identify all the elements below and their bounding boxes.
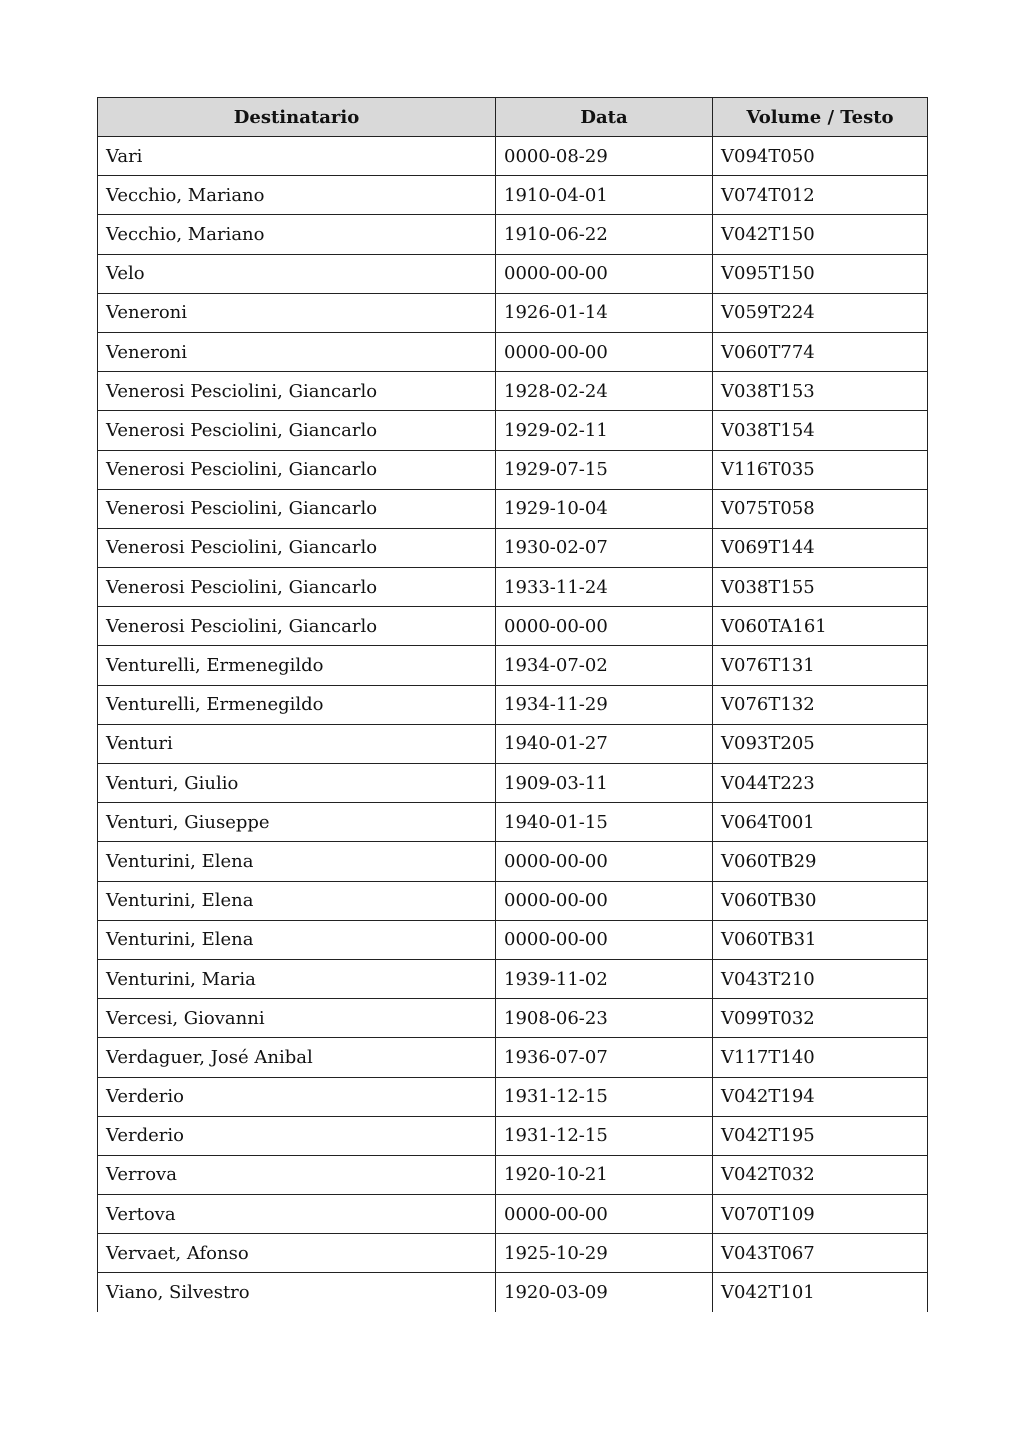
- cell-volume: V060T774: [713, 332, 928, 371]
- cell-volume: V116T035: [713, 450, 928, 489]
- cell-date: 1931-12-15: [496, 1077, 713, 1116]
- table-row: [98, 372, 928, 411]
- cell-recipient: Verdaguer, José Anibal: [98, 1038, 496, 1077]
- cell-recipient: Vecchio, Mariano: [98, 215, 496, 254]
- cell-volume: V043T067: [713, 1234, 928, 1273]
- cell-date: 0000-00-00: [496, 881, 713, 920]
- cell-volume: V042T101: [713, 1273, 928, 1312]
- letters-table: [97, 97, 928, 1312]
- cell-recipient: Veneroni: [98, 332, 496, 371]
- cell-recipient: Vari: [98, 137, 496, 176]
- cell-date: 0000-00-00: [496, 607, 713, 646]
- table-row: [98, 1155, 928, 1194]
- cell-volume: V060TB30: [713, 881, 928, 920]
- table-row: [98, 1195, 928, 1234]
- cell-date: 0000-00-00: [496, 1195, 713, 1234]
- table-row: [98, 215, 928, 254]
- cell-volume: V070T109: [713, 1195, 928, 1234]
- cell-recipient: Venturini, Elena: [98, 881, 496, 920]
- cell-volume: V042T150: [713, 215, 928, 254]
- cell-recipient: Venturini, Elena: [98, 842, 496, 881]
- cell-date: 1925-10-29: [496, 1234, 713, 1273]
- cell-volume: V038T153: [713, 372, 928, 411]
- cell-date: 1940-01-27: [496, 724, 713, 763]
- cell-volume: V044T223: [713, 764, 928, 803]
- table-row: [98, 1077, 928, 1116]
- table-row: [98, 176, 928, 215]
- table-row: [98, 959, 928, 998]
- cell-volume: V117T140: [713, 1038, 928, 1077]
- cell-volume: V095T150: [713, 254, 928, 293]
- cell-date: 0000-00-00: [496, 842, 713, 881]
- cell-recipient: Venturi, Giulio: [98, 764, 496, 803]
- cell-recipient: Venerosi Pesciolini, Giancarlo: [98, 411, 496, 450]
- cell-volume: V060TB29: [713, 842, 928, 881]
- table-row: [98, 724, 928, 763]
- cell-volume: V076T131: [713, 646, 928, 685]
- cell-recipient: Verderio: [98, 1116, 496, 1155]
- document-page: [97, 97, 927, 1312]
- cell-volume: V074T012: [713, 176, 928, 215]
- table-row: [98, 1273, 928, 1312]
- cell-date: 0000-00-00: [496, 920, 713, 959]
- cell-recipient: Venturini, Elena: [98, 920, 496, 959]
- cell-volume: V042T032: [713, 1155, 928, 1194]
- cell-volume: V042T194: [713, 1077, 928, 1116]
- header-date: Data: [496, 98, 713, 137]
- cell-volume: V060TA161: [713, 607, 928, 646]
- header-row: [98, 98, 928, 137]
- table-row: [98, 881, 928, 920]
- table-row: [98, 489, 928, 528]
- table-row: [98, 803, 928, 842]
- cell-recipient: Venerosi Pesciolini, Giancarlo: [98, 489, 496, 528]
- table-row: [98, 450, 928, 489]
- cell-date: 0000-00-00: [496, 332, 713, 371]
- cell-volume: V043T210: [713, 959, 928, 998]
- cell-date: 1909-03-11: [496, 764, 713, 803]
- cell-recipient: Vervaet, Afonso: [98, 1234, 496, 1273]
- table-row: [98, 1234, 928, 1273]
- cell-date: 1920-03-09: [496, 1273, 713, 1312]
- cell-date: 1928-02-24: [496, 372, 713, 411]
- table-row: [98, 646, 928, 685]
- cell-date: 1934-07-02: [496, 646, 713, 685]
- table-row: [98, 920, 928, 959]
- cell-volume: V038T155: [713, 568, 928, 607]
- cell-recipient: Venturelli, Ermenegildo: [98, 685, 496, 724]
- cell-recipient: Venerosi Pesciolini, Giancarlo: [98, 607, 496, 646]
- cell-recipient: Veneroni: [98, 293, 496, 332]
- cell-date: 1929-10-04: [496, 489, 713, 528]
- cell-date: 1908-06-23: [496, 999, 713, 1038]
- cell-recipient: Venerosi Pesciolini, Giancarlo: [98, 372, 496, 411]
- cell-recipient: Venturi: [98, 724, 496, 763]
- cell-recipient: Venerosi Pesciolini, Giancarlo: [98, 528, 496, 567]
- cell-date: 1939-11-02: [496, 959, 713, 998]
- cell-recipient: Verderio: [98, 1077, 496, 1116]
- cell-recipient: Viano, Silvestro: [98, 1273, 496, 1312]
- cell-recipient: Venerosi Pesciolini, Giancarlo: [98, 568, 496, 607]
- cell-volume: V060TB31: [713, 920, 928, 959]
- cell-date: 1930-02-07: [496, 528, 713, 567]
- table-row: [98, 764, 928, 803]
- cell-recipient: Vertova: [98, 1195, 496, 1234]
- cell-volume: V042T195: [713, 1116, 928, 1155]
- table-row: [98, 254, 928, 293]
- cell-volume: V094T050: [713, 137, 928, 176]
- cell-volume: V075T058: [713, 489, 928, 528]
- cell-date: 1934-11-29: [496, 685, 713, 724]
- cell-date: 1940-01-15: [496, 803, 713, 842]
- cell-date: 1929-07-15: [496, 450, 713, 489]
- table-row: [98, 332, 928, 371]
- cell-recipient: Velo: [98, 254, 496, 293]
- cell-date: 1910-04-01: [496, 176, 713, 215]
- cell-date: 1910-06-22: [496, 215, 713, 254]
- table-row: [98, 411, 928, 450]
- cell-date: 1931-12-15: [496, 1116, 713, 1155]
- table-body: [98, 137, 928, 1313]
- table-row: [98, 528, 928, 567]
- table-row: [98, 568, 928, 607]
- table-row: [98, 999, 928, 1038]
- cell-volume: V038T154: [713, 411, 928, 450]
- cell-recipient: Vercesi, Giovanni: [98, 999, 496, 1038]
- table-header: [98, 98, 928, 137]
- cell-volume: V059T224: [713, 293, 928, 332]
- table-row: [98, 1116, 928, 1155]
- cell-recipient: Vecchio, Mariano: [98, 176, 496, 215]
- cell-date: 0000-08-29: [496, 137, 713, 176]
- table-row: [98, 293, 928, 332]
- cell-recipient: Venturi, Giuseppe: [98, 803, 496, 842]
- cell-date: 1926-01-14: [496, 293, 713, 332]
- cell-recipient: Venerosi Pesciolini, Giancarlo: [98, 450, 496, 489]
- table-row: [98, 607, 928, 646]
- cell-date: 1933-11-24: [496, 568, 713, 607]
- table-row: [98, 685, 928, 724]
- cell-date: 1929-02-11: [496, 411, 713, 450]
- cell-date: 1936-07-07: [496, 1038, 713, 1077]
- table-row: [98, 137, 928, 176]
- cell-date: 1920-10-21: [496, 1155, 713, 1194]
- cell-recipient: Venturini, Maria: [98, 959, 496, 998]
- cell-volume: V069T144: [713, 528, 928, 567]
- table-row: [98, 1038, 928, 1077]
- cell-volume: V099T032: [713, 999, 928, 1038]
- cell-volume: V076T132: [713, 685, 928, 724]
- header-volume: Volume / Testo: [713, 98, 928, 137]
- cell-volume: V093T205: [713, 724, 928, 763]
- header-recipient: Destinatario: [98, 98, 496, 137]
- table-row: [98, 842, 928, 881]
- cell-recipient: Verrova: [98, 1155, 496, 1194]
- cell-volume: V064T001: [713, 803, 928, 842]
- cell-date: 0000-00-00: [496, 254, 713, 293]
- cell-recipient: Venturelli, Ermenegildo: [98, 646, 496, 685]
